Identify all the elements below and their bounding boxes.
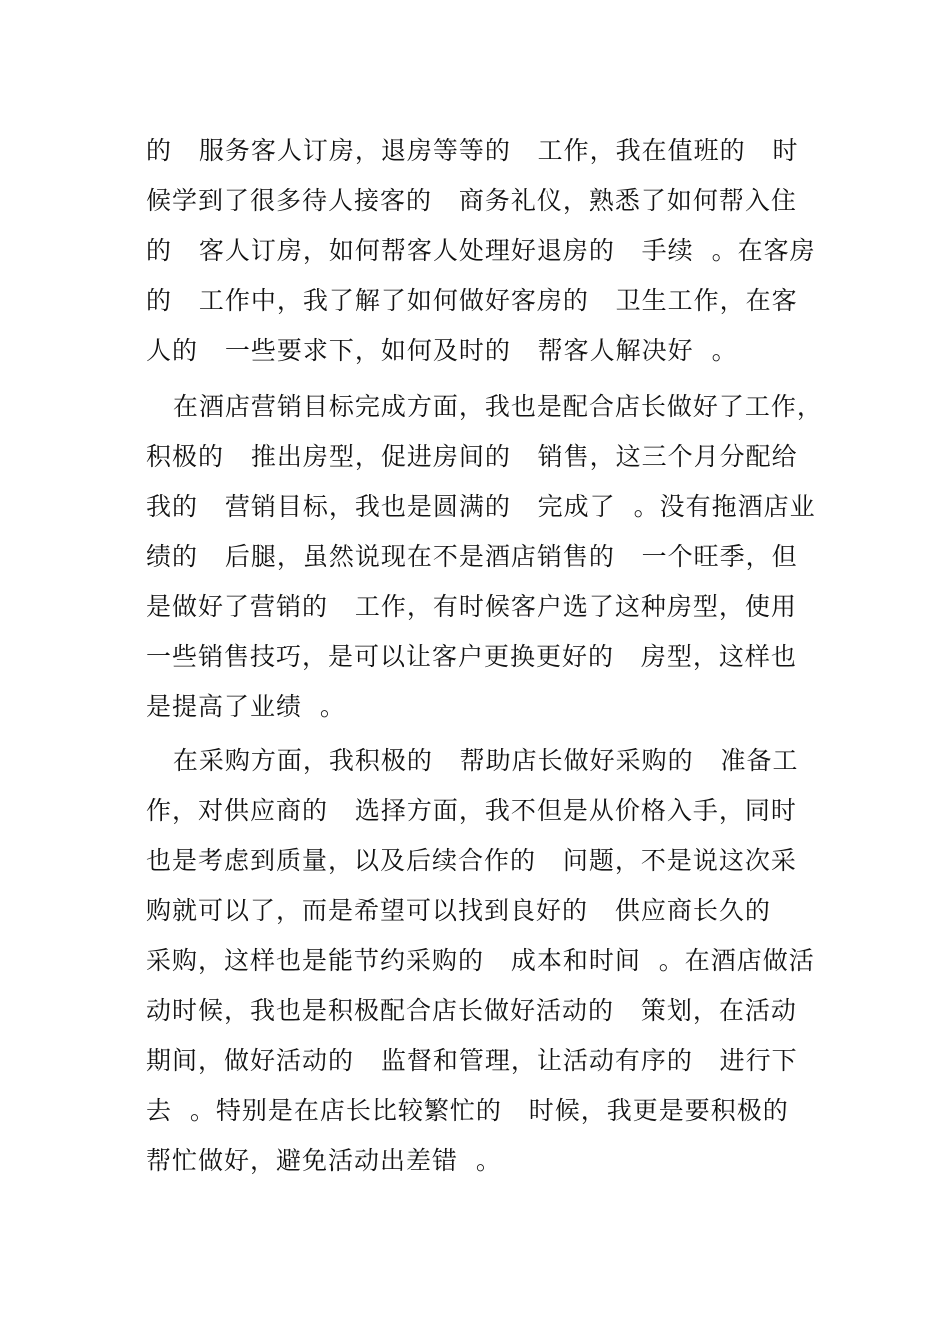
- text-line: 一些销售技巧，是可以让客户更换更好的 房型，这样也: [146, 642, 797, 671]
- text-line: 的 服务客人订房，退房等等的 工作，我在值班的 时: [146, 136, 799, 165]
- text-line: 作，对供应商的 选择方面，我不但是从价格入手，同时: [146, 796, 797, 825]
- text-line: 我的 营销目标，我也是圆满的 完成了 。没有拖酒店业: [146, 492, 816, 521]
- text-line: 期间，做好活动的 监督和管理，让活动有序的 进行下: [146, 1046, 798, 1075]
- text-line: 在酒店营销目标完成方面，我也是配合店长做好了工作，: [146, 392, 823, 421]
- text-line: 人的 一些要求下，如何及时的 帮客人解决好 。: [146, 336, 738, 365]
- text-line: 采购，这样也是能节约采购的 成本和时间 。在酒店做活: [146, 946, 815, 975]
- text-line: 也是考虑到质量，以及后续合作的 问题，不是说这次采: [146, 846, 797, 875]
- text-line: 动时候，我也是积极配合店长做好活动的 策划，在活动: [146, 996, 797, 1025]
- text-line: 积极的 推出房型，促进房间的 销售，这三个月分配给: [146, 442, 798, 471]
- text-line: 候学到了很多待人接客的 商务礼仪，熟悉了如何帮入住: [146, 186, 797, 215]
- text-line: 去 。特别是在店长比较繁忙的 时候，我更是要积极的: [146, 1096, 789, 1125]
- text-line: 是做好了营销的 工作，有时候客户选了这种房型，使用: [146, 592, 797, 621]
- text-line: 在采购方面，我积极的 帮助店长做好采购的 准备工: [146, 746, 799, 775]
- text-line: 的 工作中，我了解了如何做好客房的 卫生工作，在客: [146, 286, 798, 315]
- text-line: 帮忙做好，避免活动出差错 。: [146, 1146, 502, 1175]
- text-line: 购就可以了，而是希望可以找到良好的 供应商长久的: [146, 896, 771, 925]
- text-line: 是提高了业绩 。: [146, 692, 346, 721]
- text-line: 的 客人订房，如何帮客人处理好退房的 手续 。在客房: [146, 236, 816, 265]
- text-line: 绩的 后腿，虽然说现在不是酒店销售的 一个旺季，但: [146, 542, 798, 571]
